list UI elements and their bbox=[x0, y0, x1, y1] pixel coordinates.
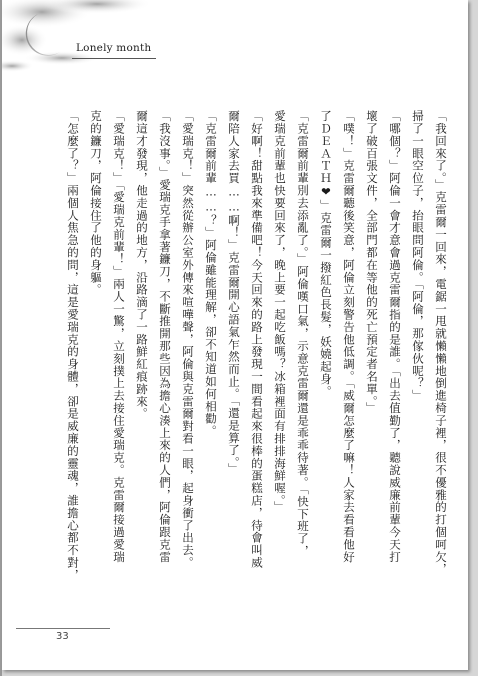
book-page bbox=[2, 0, 468, 670]
text-column: 「克雷爾前輩……？」阿倫雖能理解，卻不知道如何相勸。 bbox=[204, 110, 218, 438]
text-column: 「我沒事。」愛瑞克手拿著鐮刀，不斷推開那些因為擔心湊上來的人們，阿倫跟克雷 bbox=[158, 110, 172, 564]
text-column: 「噗！」克雷爾聽後笑意，阿倫立刻警告他低調。「威爾怎麼了嘛！人家去看看他好 bbox=[342, 110, 356, 564]
footer-rule bbox=[16, 628, 110, 629]
text-column: 「愛瑞克！」突然從辦公室外傳來喧嘩聲，阿倫與克雷爾對看一眼，起身衝了出去。 bbox=[181, 110, 195, 569]
text-column: 了ＤＥＡＴＨ❤」克雷爾一撥紅色長髮，妖嬈起身。 bbox=[319, 110, 333, 398]
text-column: 「哪個？」阿倫一會才意會過克雷爾指的是誰。「出去值勤了，聽說威廉前輩今天打 bbox=[388, 110, 402, 564]
text-column: 克的鐮刀，阿倫接住了他的身軀。 bbox=[89, 110, 103, 296]
text-column: 爾陪人家去買……啊！」克雷爾開心語氣乍然而止。「還是算了。」 bbox=[227, 110, 241, 476]
book-title: Lonely month bbox=[76, 42, 152, 54]
text-column: 「愛瑞克！」「愛瑞克前輩！」兩人一驚，立刻撲上去接住愛瑞克。克雷爾接過愛瑞 bbox=[112, 110, 126, 564]
text-column: 「克雷爾前輩別去添亂了。」阿倫嘆口氣，示意克雷爾還是乖乖待著。「快下班了， bbox=[296, 110, 310, 558]
text-column: 愛瑞克前輩也快要回來了，晚上要一起吃飯嗎？冰箱裡面有排排海鮮喔。」 bbox=[273, 110, 287, 514]
text-column: 爾這才發現，他走過的地方，沿路滴了一路鮮紅痕跡來。 bbox=[135, 110, 149, 420]
vertical-text-body bbox=[46, 110, 446, 590]
text-column: 「好啊！甜點我來準備吧！今天回來的路上發現一間看起來很棒的蛋糕店，待會叫威 bbox=[250, 110, 264, 569]
text-column: 「我回來了。」克雷爾一回來，電鋸一甩就懶懶地倒進椅子裡，很不優雅的打個呵欠， bbox=[434, 110, 448, 576]
text-column: 壞了破百張文件，全部門都在等他的死亡預定者名單。」 bbox=[365, 110, 379, 415]
title-underline bbox=[72, 58, 156, 59]
moon-cloud-header-art bbox=[2, 0, 152, 72]
text-column: 「怎麼了？」兩個人焦急的問，這是愛瑞克的身體，卻是威廉的靈魂，誰擔心都不對， bbox=[66, 110, 80, 582]
page-number: 33 bbox=[56, 631, 69, 642]
text-column: 掃了一眼空位子，抬眼問阿倫。「阿倫，那傢伙呢？」 bbox=[411, 110, 425, 402]
